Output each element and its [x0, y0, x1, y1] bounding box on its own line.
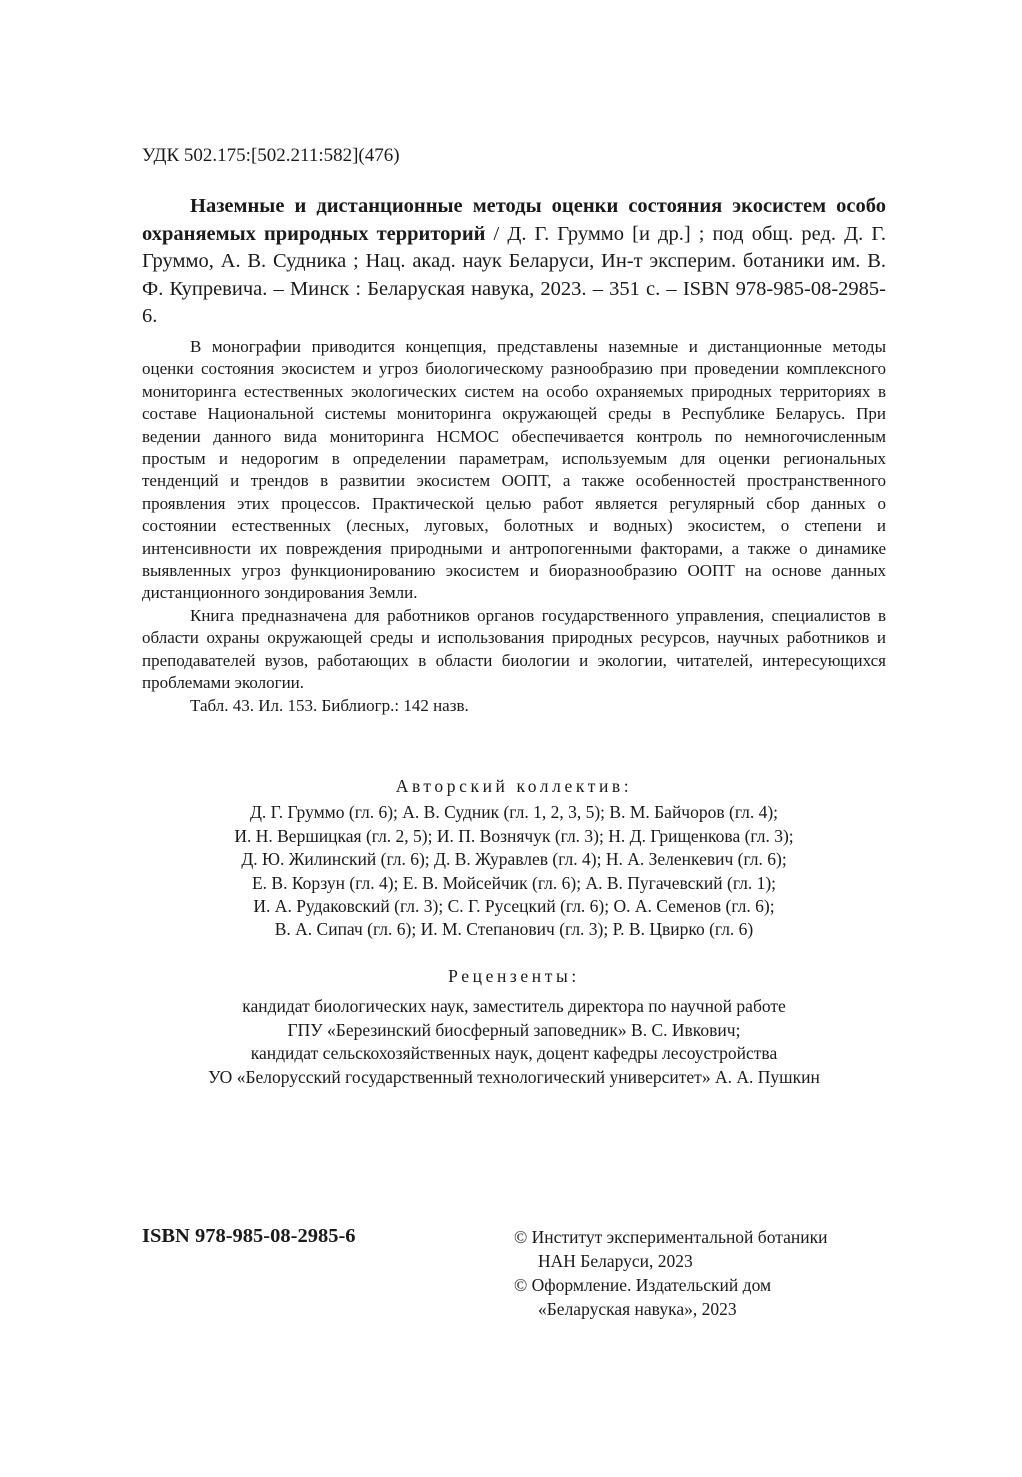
authors-section: [142, 775, 886, 942]
authors-line: И. А. Рудаковский (гл. 3); С. Г. Русецкий (гл. 6); О. А. Семенов (гл. 6);: [253, 896, 775, 917]
udk-code: УДК 502.175:[502.211:582](476): [142, 145, 400, 166]
reviewers-heading: Рецензенты:: [448, 966, 580, 986]
abstract: [142, 336, 886, 717]
audience-paragraph: Книга предназначена для работников органов государственного управления, специалистов в области охраны окружающей среды и использования природных ресурсов, научных работников и преподавателей вузов, работающих в области биологии и экологии, читателей, интересующихся проблемами экологии.: [142, 605, 886, 693]
copyright-line: НАН Беларуси, 2023: [538, 1251, 693, 1271]
authors-heading: Авторский коллектив:: [395, 776, 633, 796]
reviewer-line: кандидат сельскохозяйственных наук, доцент кафедры лесоустройства: [250, 1043, 778, 1064]
reviewer-line: УО «Белорусский государственный технологический университет» А. А. Пушкин: [208, 1066, 820, 1087]
stats-line: Табл. 43. Ил. 153. Библиогр.: 142 назв.: [190, 695, 469, 715]
reviewers-section: [142, 965, 886, 1089]
biblio-details: / Д. Г. Груммо [и др.] ; под общ. ред. Д. Г. Груммо, А. В. Судника ; Нац. акад. наук Беларуси, Ин-т эксперим. ботаники им. В. Ф. Купревича. – Минск : Беларуская навука, 2023. – 351 с. – ISBN 978-985-08-2985-6.: [142, 222, 886, 328]
copyright-line: © Институт экспериментальной ботаники: [514, 1227, 828, 1247]
isbn: ISBN 978-985-08-2985-6: [142, 1225, 356, 1247]
book-title: Наземные и дистанционные методы оценки состояния экосистем особо охраняемых природных территорий: [142, 195, 886, 245]
reviewer-line: ГПУ «Березинский биосферный заповедник» В. С. Ивкович;: [287, 1019, 741, 1040]
copyright-block: [514, 1225, 827, 1321]
authors-line: Д. Ю. Жилинский (гл. 6); Д. В. Журавлев (гл. 4); Н. А. Зеленкевич (гл. 6);: [241, 849, 787, 870]
copyright-line: © Оформление. Издательский дом: [514, 1275, 772, 1295]
authors-line: Е. В. Корзун (гл. 4); Е. В. Мойсейчик (гл. 6); А. В. Пугачевский (гл. 1);: [251, 872, 777, 893]
abstract-paragraph: В монографии приводится концепция, представлены наземные и дистанционные методы оценки состояния экосистем и угроз биологическому разнообразию при проведении комплексного мониторинга естественных экологических систем на особо охраняемых природных территориях в составе Национальной системы мониторинга окружающей среды в Республике Беларусь. При ведении данного вида мониторинга НСМОС обеспечивается контроль по немногочисленным простым и недорогим в определении параметрам, используемым для оценки региональных тенденций и трендов в развитии экосистем ООПТ, а также особенностей пространственного проявления этих процессов. Практической целью работ является регулярный сбор данных о состоянии естественных (лесных, луговых, болотных и водных) экосистем, о степени и интенсивности их повреждения природными и антропогенными факторами, а также о динамике выявленных угроз функционированию экосистем и биоразнообразию ООПТ на основе данных дистанционного зондирования Земли.: [142, 337, 886, 603]
authors-line: Д. Г. Груммо (гл. 6); А. В. Судник (гл. 1, 2, 3, 5); В. М. Байчоров (гл. 4);: [249, 802, 779, 823]
reviewer-line: кандидат биологических наук, заместитель директора по научной работе: [242, 996, 786, 1017]
authors-line: В. А. Сипач (гл. 6); И. М. Степанович (гл. 3); Р. В. Цвирко (гл. 6): [274, 919, 754, 940]
copyright-line: «Беларуская навука», 2023: [538, 1299, 737, 1319]
bibliographic-record: [142, 193, 886, 331]
authors-line: И. Н. Вершицкая (гл. 2, 5); И. П. Вознячук (гл. 3); Н. Д. Грищенкова (гл. 3);: [234, 825, 794, 846]
